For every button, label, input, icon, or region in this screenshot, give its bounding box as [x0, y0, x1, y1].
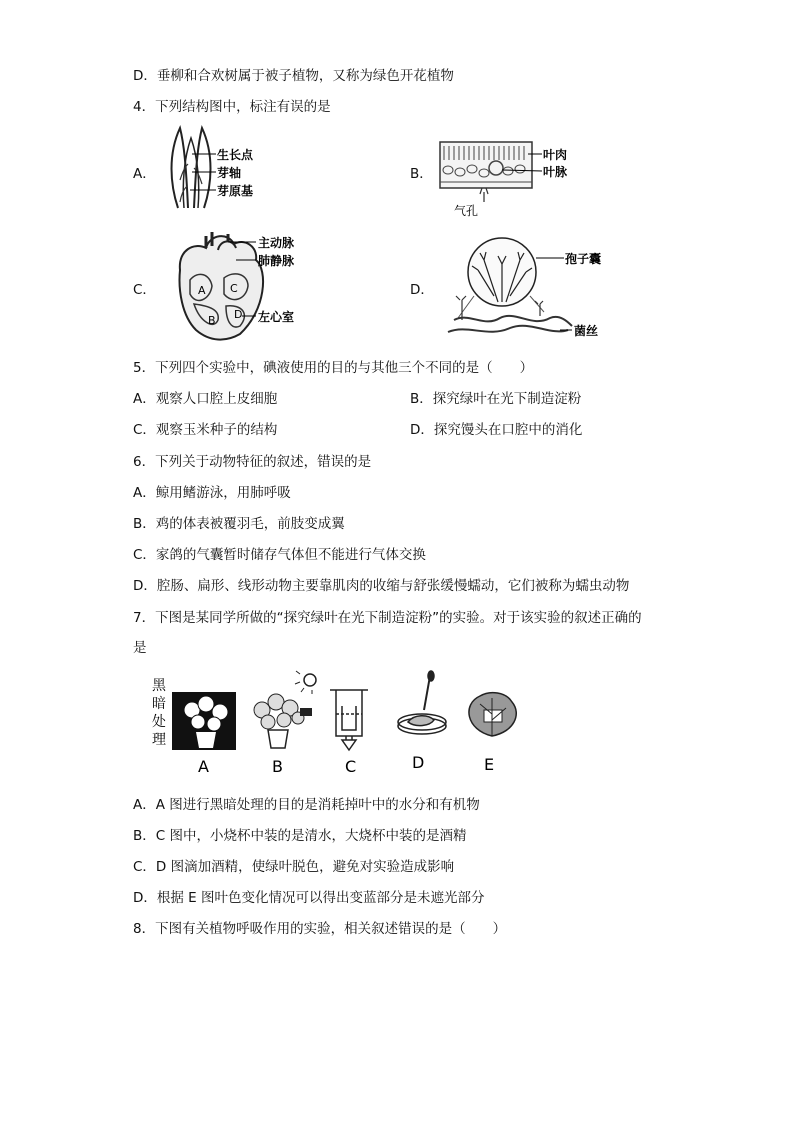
heart-chamber-a: A — [198, 284, 206, 297]
dark-label-1: 黑 — [152, 678, 166, 694]
q7-option-d: D．根据 E 图叶色变化情况可以得出变蓝部分是未遮光部分 — [133, 890, 485, 906]
mold-figure — [440, 236, 615, 344]
caption-e: E — [484, 755, 495, 774]
dark-label-3: 处 — [152, 714, 166, 730]
dark-label-2: 暗 — [152, 696, 166, 712]
q4-option-d: D． — [410, 282, 434, 298]
caption-c: C — [345, 757, 357, 776]
dark-label-4: 理 — [152, 732, 166, 748]
q8-stem: 8．下图有关植物呼吸作用的实验，相关叙述错误的是（ ） — [133, 921, 507, 937]
q6-option-b: B．鸡的体表被覆羽毛，前肢变成翼 — [133, 516, 345, 532]
label-stoma: 气孔 — [454, 204, 479, 218]
leaf-section-figure — [438, 138, 613, 218]
label-sporangium: 孢子囊 — [565, 252, 602, 266]
q4-stem: 4．下列结构图中，标注有误的是 — [133, 99, 331, 115]
q5-option-b: B．探究绿叶在光下制造淀粉 — [410, 391, 582, 407]
q7-stem-line2: 是 — [133, 640, 147, 656]
q6-option-d: D．腔肠、扁形、线形动物主要靠肌肉的收缩与舒张缓慢蠕动，它们被称为蠕虫动物 — [133, 578, 630, 594]
q5-option-d: D．探究馒头在口腔中的消化 — [410, 422, 583, 438]
q7-option-c: C．D 图滴加酒精，使绿叶脱色，避免对实验造成影响 — [133, 859, 455, 875]
q5-option-c: C．观察玉米种子的结构 — [133, 422, 278, 438]
heart-chamber-b: B — [208, 314, 216, 327]
step-c-water-bath — [330, 690, 368, 750]
step-d-iodine-drop — [398, 671, 446, 734]
label-pulmonary-vein: 肺静脉 — [258, 254, 295, 268]
q6-stem: 6．下列关于动物特征的叙述，错误的是 — [133, 454, 372, 470]
caption-a: A — [198, 757, 209, 776]
q4-option-c: C． — [133, 282, 156, 298]
q4-option-b: B． — [410, 166, 433, 182]
label-hyphae: 菌丝 — [574, 324, 599, 338]
q5-stem: 5．下列四个实验中，碘液使用的目的与其他三个不同的是（ ） — [133, 360, 534, 376]
label-bud-primordium: 芽原基 — [217, 184, 254, 198]
label-left-ventricle: 左心室 — [258, 310, 295, 324]
step-e-result-leaf — [469, 693, 516, 736]
q6-option-a: A．鲸用鳍游泳，用肺呼吸 — [133, 485, 291, 501]
heart-chamber-d: D — [234, 308, 243, 321]
q3-option-d: D．垂柳和合欢树属于被子植物，又称为绿色开花植物 — [133, 68, 454, 84]
label-mesophyll: 叶肉 — [543, 148, 568, 162]
q7-stem-line1: 7．下图是某同学所做的“探究绿叶在光下制造淀粉”的实验。对于该实验的叙述正确的 — [133, 610, 642, 626]
q7-option-b: B．C 图中，小烧杯中装的是清水，大烧杯中装的是酒精 — [133, 828, 467, 844]
step-a-dark-treatment — [172, 692, 236, 750]
q7-option-a: A．A 图进行黑暗处理的目的是消耗掉叶中的水分和有机物 — [133, 797, 480, 813]
q6-option-c: C．家鸽的气囊暂时储存气体但不能进行气体交换 — [133, 547, 426, 563]
label-aorta: 主动脉 — [258, 236, 295, 250]
caption-d: D — [412, 753, 425, 772]
label-vein: 叶脉 — [543, 165, 568, 179]
label-growth-point: 生长点 — [217, 148, 254, 162]
experiment-figure — [150, 670, 540, 782]
step-b-light-exposure — [254, 671, 316, 748]
caption-b: B — [272, 757, 283, 776]
label-bud-axis: 芽轴 — [217, 166, 242, 180]
q4-option-a: A． — [133, 166, 156, 182]
heart-figure — [170, 230, 330, 345]
heart-chamber-c: C — [230, 282, 238, 295]
q5-option-a: A．观察人口腔上皮细胞 — [133, 391, 278, 407]
bud-section-figure — [160, 124, 270, 210]
